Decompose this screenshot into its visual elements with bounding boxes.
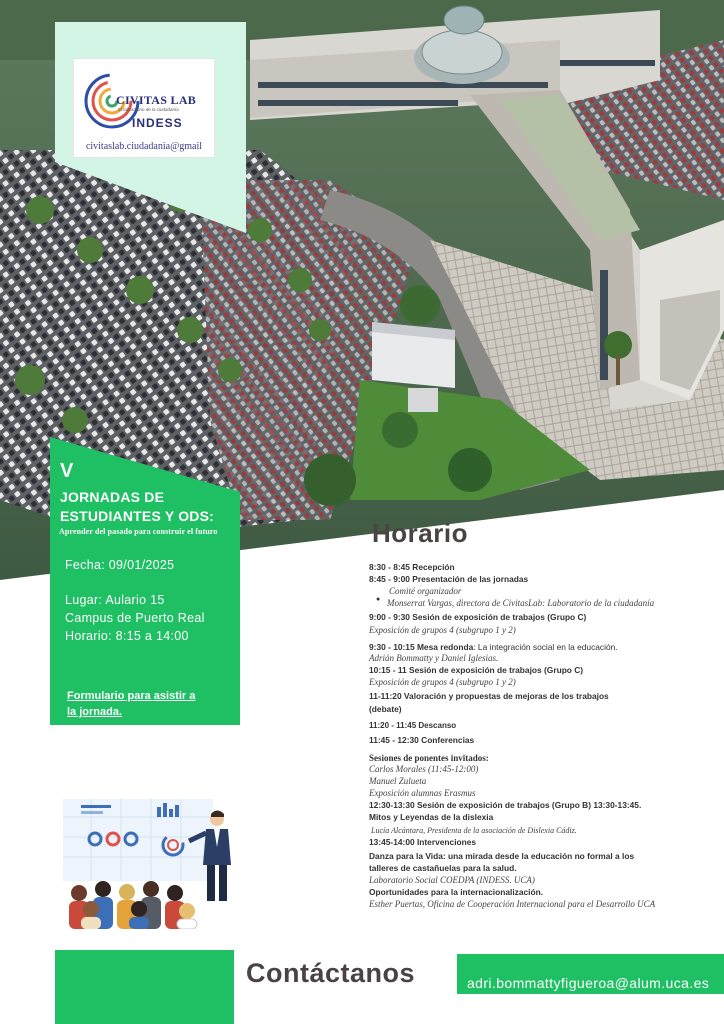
schedule-line: Carlos Morales (11:45-12:00): [369, 764, 479, 774]
event-title-line2: ESTUDIANTES Y ODS:: [60, 508, 214, 524]
schedule-line: Lucía Alcántara, Presidenta de la asociación de Dislexia Cádiz.: [371, 826, 577, 835]
event-place: Lugar: Aulario 15: [65, 593, 165, 607]
presentation-illustration: [61, 797, 242, 929]
schedule-line: Sesiones de ponentes invitados:: [369, 753, 489, 763]
event-date: Fecha: 09/01/2025: [65, 558, 175, 572]
presenter-audience-icon: [61, 797, 242, 929]
logo-email: civitaslab.ciudadania@gmail: [85, 141, 203, 152]
schedule-line: Esther Puertas, Oficina de Cooperación Internacional para el Desarrollo UCA: [369, 899, 656, 909]
bullet-icon: ●: [376, 596, 381, 603]
schedule-line: 10:15 - 11 Sesión de exposición de trabajos (Grupo C): [369, 665, 584, 675]
event-title: [60, 488, 250, 526]
logo-title: CIVITAS LAB: [116, 93, 197, 107]
civitas-lab-logo: [73, 58, 215, 158]
schedule-line: Monserrat Vargas, directora de CivitasLab: Laboratorio de la ciudadanía: [387, 598, 655, 608]
registration-form-link[interactable]: [67, 688, 227, 720]
schedule-line: Exposición de grupos 4 (subgrupo 1 y 2): [369, 625, 516, 635]
event-hours: Horario: 8:15 a 14:00: [65, 629, 189, 643]
schedule-line: 13:45-14:00 Intervenciones: [369, 837, 477, 847]
schedule-line: 11-11:20 Valoración y propuestas de mejoras de los trabajos: [369, 691, 609, 701]
registration-form-link-line1[interactable]: Formulario para asistir a: [67, 690, 196, 702]
schedule-line: Comité organizador: [389, 586, 462, 596]
event-title-line1: JORNADAS DE: [60, 489, 165, 505]
schedule-line: 9:00 - 9:30 Sesión de exposición de trabajos (Grupo C): [369, 612, 587, 622]
schedule-line: talleres de castañuelas para la salud.: [369, 863, 517, 873]
schedule-line: Oportunidades para la internacionalización.: [369, 887, 544, 897]
contact-email[interactable]: adri.bommattyfigueroa@alum.uca.es: [467, 975, 710, 991]
schedule-line: Exposición alumnas Erasmus: [369, 788, 476, 798]
schedule-line: Manuel Zulueta: [369, 776, 427, 786]
schedule-line: (debate): [369, 704, 402, 714]
roundtable-time: 9:30 - 10:15 Mesa redonda: [369, 642, 474, 652]
schedule-line: 11:20 - 11:45 Descanso: [369, 721, 457, 730]
logo-subtitle: El laboratorio de la ciudadanía: [118, 107, 179, 112]
schedule-line: Laboratorio Social COEDPA (INDESS. UCA): [369, 875, 535, 885]
event-subtitle: Aprender del pasado para construir el futuro: [59, 527, 218, 536]
schedule-line: Danza para la Vida: una mirada desde la educación no formal a los: [369, 851, 635, 861]
contact-title: Contáctanos: [246, 958, 416, 988]
schedule-line: Mitos y Leyendas de la dislexia: [369, 812, 494, 822]
schedule-line: Adrián Bommatty y Daniel Iglesias.: [369, 653, 499, 663]
schedule-line: 8:45 - 9:00 Presentación de las jornadas: [369, 574, 529, 584]
footer-green-block: [55, 950, 234, 1024]
schedule-line-roundtable: [369, 640, 618, 653]
schedule-line: 11:45 - 12:30 Conferencias: [369, 735, 475, 745]
logo-organization: INDESS: [132, 116, 183, 130]
schedule-title: Horario: [372, 518, 468, 548]
schedule-line: 12:30-13:30 Sesión de exposición de trabajos (Grupo B) 13:30-13:45.: [369, 800, 642, 810]
schedule-line: Exposición de grupos 4 (subgrupo 1 y 2): [369, 677, 516, 687]
schedule-line: 8:30 - 8:45 Recepción: [369, 562, 455, 572]
registration-form-link-line2[interactable]: la jornada.: [67, 706, 123, 718]
roundtable-topic: : La integración social en la educación.: [473, 642, 618, 652]
event-edition: V: [60, 460, 74, 482]
event-campus: Campus de Puerto Real: [65, 611, 205, 625]
